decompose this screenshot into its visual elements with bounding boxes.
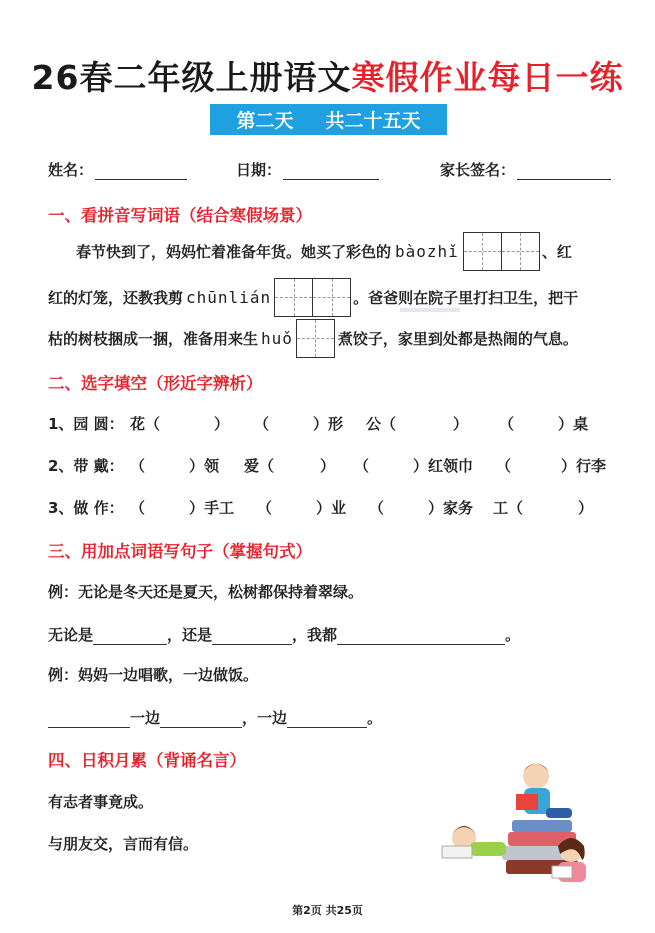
choice-item[interactable]: （ xyxy=(496,457,512,475)
fill-blank[interactable] xyxy=(337,630,505,645)
fill-sentence-2 xyxy=(48,707,382,728)
writing-box[interactable] xyxy=(463,232,502,271)
choice-item[interactable]: ）家务 xyxy=(428,499,474,517)
fill-1-c: ，我都 xyxy=(292,626,338,644)
choice-row-label: 3、做 作： xyxy=(48,499,124,517)
fill-1-a: 无论是 xyxy=(48,626,94,644)
choice-item[interactable]: ）领 xyxy=(189,457,220,475)
name-label: 姓名： xyxy=(48,161,94,179)
fill-sentence-1 xyxy=(48,624,520,645)
choice-item[interactable]: 花（ xyxy=(130,415,161,433)
choice-row-label: 1、园 圆： xyxy=(48,415,124,433)
title-part-2: 寒假作业每日一练 xyxy=(351,58,624,97)
fill-2-c: 。 xyxy=(367,709,383,727)
choice-item[interactable]: 爱（ xyxy=(244,457,275,475)
day-label: 第二天 xyxy=(236,110,294,132)
line-2-text-a: 红的灯笼，还教我剪 xyxy=(48,288,184,307)
writing-box[interactable] xyxy=(312,278,351,317)
choice-item[interactable]: ） xyxy=(453,415,469,433)
choice-item[interactable]: ）形 xyxy=(313,415,344,433)
line-3-text-a: 枯的树枝捆成一捆，准备用来生 xyxy=(48,329,259,348)
section-4-heading: 四、日积月累（背诵名言） xyxy=(48,751,246,770)
title-part-1: 26春二年级上册语文 xyxy=(31,58,352,97)
choice-item[interactable]: ）业 xyxy=(316,499,347,517)
choice-item[interactable]: ）桌 xyxy=(558,415,589,433)
writing-box[interactable] xyxy=(501,232,540,271)
watermark-icon xyxy=(400,304,460,318)
line-1-text-b: 、红 xyxy=(541,242,572,261)
choice-item[interactable]: （ xyxy=(257,499,273,517)
name-field xyxy=(48,159,187,180)
writing-box[interactable] xyxy=(274,278,313,317)
choice-item[interactable]: （ xyxy=(499,415,515,433)
choice-item[interactable]: 工（ xyxy=(493,499,524,517)
choice-item[interactable]: （ xyxy=(354,457,370,475)
example-sentence-2: 例：妈妈一边唱歌，一边做饭。 xyxy=(48,666,259,684)
section-1-line-2 xyxy=(48,277,578,317)
page-total: 共25页 xyxy=(325,904,363,917)
choice-item[interactable]: 公（ xyxy=(366,415,397,433)
section-2-heading: 二、选字填空（形近字辨析） xyxy=(48,374,263,393)
fill-blank[interactable] xyxy=(93,630,167,645)
choice-item[interactable]: ）手工 xyxy=(189,499,235,517)
fill-1-b: ，还是 xyxy=(167,626,213,644)
page-footer xyxy=(0,902,655,918)
total-days-label: 共二十五天 xyxy=(325,110,421,132)
fill-blank[interactable] xyxy=(160,713,242,728)
choice-item[interactable]: ）红领巾 xyxy=(413,457,474,475)
choice-item[interactable]: ） xyxy=(214,415,230,433)
fill-2-a: 一边 xyxy=(130,709,161,727)
quote-1: 有志者事竟成。 xyxy=(48,793,154,811)
choice-item[interactable]: ） xyxy=(578,499,594,517)
pinyin-huo: huǒ xyxy=(261,328,293,348)
parent-sign-field xyxy=(440,159,611,180)
line-2-text-b: 。爸爸则在院子里打扫卫生，把干 xyxy=(353,288,579,307)
section-1-heading: 一、看拼音写词语（结合寒假场景） xyxy=(48,206,312,225)
date-input-line[interactable] xyxy=(283,165,379,180)
date-field xyxy=(236,159,379,180)
choice-item[interactable]: （ xyxy=(369,499,385,517)
line-3-text-b: 煮饺子，家里到处都是热闹的气息。 xyxy=(337,329,578,348)
section-1-line-3 xyxy=(48,318,578,358)
fill-blank[interactable] xyxy=(212,630,292,645)
choice-item[interactable]: （ xyxy=(130,499,146,517)
kids-reading-illustration xyxy=(436,742,596,892)
fill-blank[interactable] xyxy=(287,713,367,728)
section-3-heading: 三、用加点词语写句子（掌握句式） xyxy=(48,542,312,561)
pinyin-baozhi: bàozhǐ xyxy=(395,241,459,261)
line-1-text-a: 春节快到了，妈妈忙着准备年货。她买了彩色的 xyxy=(76,242,392,261)
choice-item[interactable]: （ xyxy=(254,415,270,433)
watermark xyxy=(400,304,460,321)
choice-item[interactable]: （ xyxy=(130,457,146,475)
example-sentence-1: 例：无论是冬天还是夏天，松树都保持着翠绿。 xyxy=(48,583,364,601)
parent-sign-input-line[interactable] xyxy=(517,165,611,180)
day-banner xyxy=(210,104,447,135)
choice-row-label: 2、带 戴： xyxy=(48,457,124,475)
fill-1-d: 。 xyxy=(505,626,521,644)
page-number: 第2页 xyxy=(292,904,322,917)
choice-item[interactable]: ）行李 xyxy=(561,457,607,475)
choice-item[interactable]: ） xyxy=(320,457,336,475)
page-title xyxy=(0,52,655,99)
pinyin-chunlian: chūnlián xyxy=(186,287,272,307)
quote-2: 与朋友交，言而有信。 xyxy=(48,835,199,853)
name-input-line[interactable] xyxy=(95,165,187,180)
writing-box[interactable] xyxy=(296,319,335,358)
fill-blank[interactable] xyxy=(48,713,130,728)
parent-sign-label: 家长签名： xyxy=(440,161,516,179)
date-label: 日期： xyxy=(236,161,282,179)
section-1-line-1 xyxy=(76,231,572,271)
fill-2-b: ，一边 xyxy=(242,709,288,727)
